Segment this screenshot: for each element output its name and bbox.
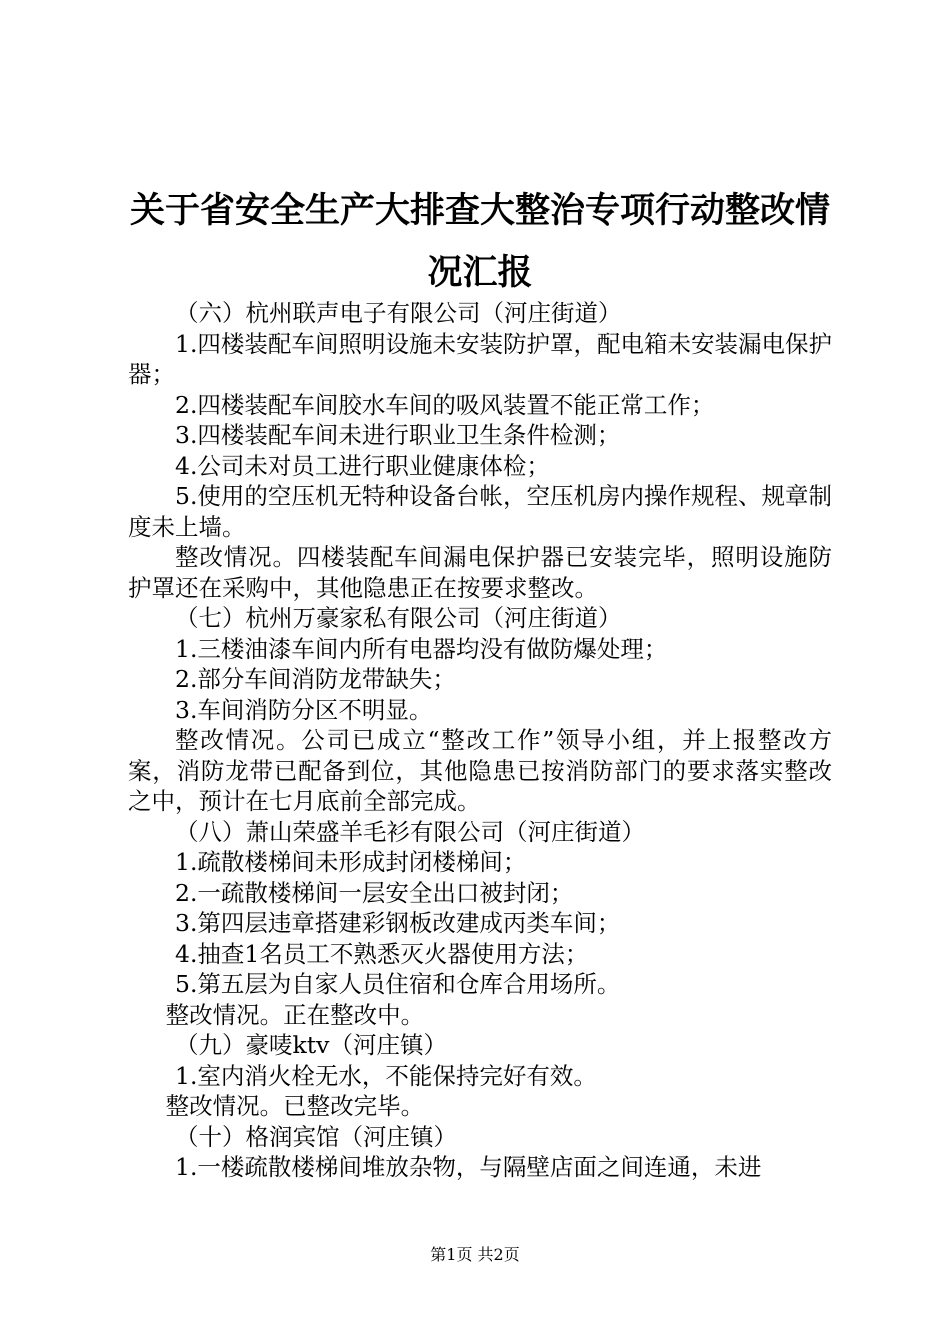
list-item: 1.三楼油漆车间内所有电器均没有做防爆处理； [175, 634, 668, 663]
list-item: 3.第四层违章搭建彩钢板改建成丙类车间； [175, 909, 621, 937]
section-heading: （八）萧山荣盛羊毛衫有限公司（河庄街道） [175, 817, 645, 846]
list-item: 2.一疏散楼梯间一层安全出口被封闭； [175, 878, 574, 907]
list-item: 5.使用的空压机无特种设备台帐，空压机房内操作规程、规章制度未上墙。 [128, 482, 832, 541]
section-heading: （六）杭州联声电子有限公司（河庄街道） [175, 299, 622, 327]
list-item: 1.一楼疏散楼梯间堆放杂物，与隔壁店面之间连通，未进 [175, 1153, 762, 1181]
list-item: 2.部分车间消防龙带缺失； [175, 665, 456, 693]
document-body [128, 298, 832, 1183]
document-title: 关于省安全生产大排查大整治专项行动整改情况汇报 [129, 190, 830, 293]
list-item: 5.第五层为自家人员住宿和仓库合用场所。 [175, 970, 621, 998]
list-item: 4.抽查1名员工不熟悉灭火器使用方法； [175, 939, 589, 968]
section-heading: （九）豪唛ktv（河庄镇） [175, 1031, 447, 1059]
list-item: 1.四楼装配车间照明设施未安装防护罩，配电箱未安装漏电保护器； [128, 329, 832, 388]
list-item: 2.四楼装配车间胶水车间的吸风装置不能正常工作； [175, 390, 715, 419]
list-item: 3.四楼装配车间未进行职业卫生条件检测； [175, 421, 621, 449]
rectification-paragraph: 整改情况。四楼装配车间漏电保护器已安装完毕，照明设施防护罩还在采购中，其他隐患正在按要求整改。 [128, 543, 832, 602]
list-item: 3.车间消防分区不明显。 [175, 695, 433, 724]
rectification-paragraph: 整改情况。公司已成立“整改工作”领导小组，并上报整改方案，消防龙带已配备到位，其他隐患已按消防部门的要求落实整改之中，预计在七月底前全部完成。 [128, 726, 832, 815]
list-item: 4.公司未对员工进行职业健康体检； [175, 451, 550, 480]
list-item: 1.室内消火栓无水，不能保持完好有效。 [175, 1061, 597, 1090]
rectification-paragraph: 整改情况。正在整改中。 [165, 1000, 425, 1029]
rectification-paragraph: 整改情况。已整改完毕。 [165, 1092, 425, 1120]
page-footer: 第1页 共2页 [430, 1245, 520, 1264]
list-item: 1.疏散楼梯间未形成封闭楼梯间； [175, 848, 527, 876]
section-heading: （七）杭州万豪家私有限公司（河庄街道） [175, 604, 622, 632]
section-heading: （十）格润宾馆（河庄镇） [175, 1122, 457, 1151]
